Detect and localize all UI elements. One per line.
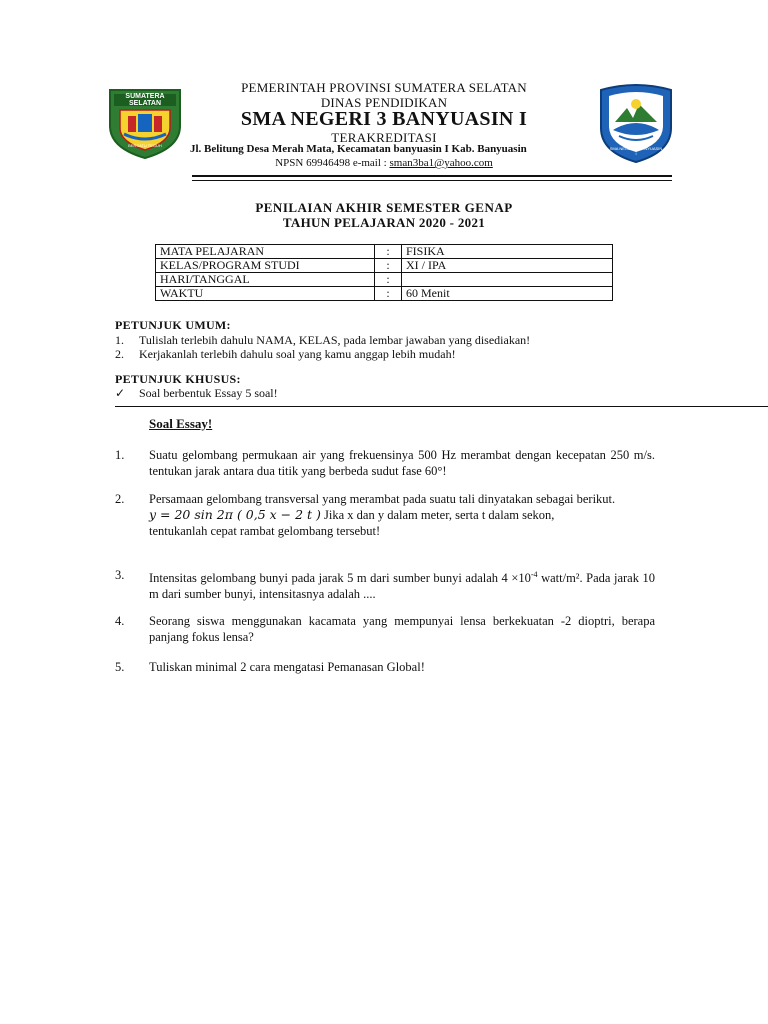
list-text: Tulislah terlebih dahulu NAMA, KELAS, pada lembar jawaban yang disediakan! xyxy=(139,333,531,347)
email-link[interactable]: sman3ba1@yahoo.com xyxy=(389,157,493,169)
question-3 xyxy=(115,567,655,602)
question-4 xyxy=(115,613,655,645)
info-separator: : xyxy=(375,245,402,259)
question-text: tentukanlah cepat rambat gelombang tersebut! xyxy=(149,524,381,538)
question-text: watt/m². Pada jarak 10 m dari sumber bunyi, intensitasnya adalah .... xyxy=(149,571,656,602)
question-text: Seorang siswa menggunakan kacamata yang mempunyai lensa berkekuatan -2 dioptri, berapa panjang fokus lensa? xyxy=(149,614,655,644)
info-value: XI / IPA xyxy=(402,259,613,273)
letterhead-divider-thin xyxy=(192,180,672,181)
department-name: DINAS PENDIDIKAN xyxy=(320,95,448,110)
question-text: Intensitas gelombang bunyi pada jarak 5 m dari sumber bunyi adalah 4 ×10 xyxy=(149,571,531,586)
school-logo-text: SMA NEGERI 3 BANYUASIN I xyxy=(609,146,663,156)
question-2 xyxy=(115,491,655,539)
accreditation: TERAKREDITASI xyxy=(331,130,437,145)
npsn: NPSN 69946498 xyxy=(275,157,351,169)
table-row xyxy=(156,245,613,259)
info-separator: : xyxy=(375,259,402,273)
check-icon: ✓ xyxy=(115,386,126,400)
info-value: FISIKA xyxy=(402,245,613,259)
list-item xyxy=(115,347,456,362)
info-value: 60 Menit xyxy=(402,287,613,301)
sumsel-logo-top-text: SUMATERA SELATAN xyxy=(125,93,165,107)
list-item xyxy=(115,386,278,401)
question-text: Jika x dan y dalam meter, serta t dalam sekon, xyxy=(324,508,555,522)
general-instructions-title: PETUNJUK UMUM: xyxy=(115,318,231,332)
school-name: SMA NEGERI 3 BANYUASIN I xyxy=(240,108,528,130)
info-separator: : xyxy=(375,273,402,287)
exam-title: PENILAIAN AKHIR SEMESTER GENAP xyxy=(255,200,513,215)
question-number: 4. xyxy=(115,614,125,628)
email-label: e-mail : xyxy=(352,157,387,169)
npsn-email-line xyxy=(0,157,768,169)
list-text: Soal berbentuk Essay 5 soal! xyxy=(139,386,278,400)
question-text: Persamaan gelombang transversal yang merambat pada suatu tali dinyatakan sebagai berikut. xyxy=(149,492,616,506)
letterhead-divider xyxy=(192,175,672,177)
specific-instructions-title: PETUNJUK KHUSUS: xyxy=(115,372,241,386)
table-row xyxy=(156,287,613,301)
wave-formula: y = 20 sin 2π ( 0,5 x − 2 t ) xyxy=(149,507,321,522)
info-label: WAKTU xyxy=(156,287,375,301)
info-value xyxy=(402,273,613,287)
question-number: 2. xyxy=(115,492,125,506)
list-item xyxy=(115,333,530,348)
question-formula-line xyxy=(149,507,655,523)
list-number: 1. xyxy=(115,333,124,347)
info-label: MATA PELAJARAN xyxy=(156,245,375,259)
question-1 xyxy=(115,447,655,479)
table-row xyxy=(156,259,613,273)
exponent: -4 xyxy=(530,570,538,579)
info-label: KELAS/PROGRAM STUDI xyxy=(156,259,375,273)
sumsel-logo-bottom-text: BERSATU TEGUH xyxy=(128,143,162,148)
question-5 xyxy=(115,659,655,675)
list-number: 2. xyxy=(115,347,124,361)
question-text: Suatu gelombang permukaan air yang frekuensinya 500 Hz merambat dengan kecepatan 250 m/s. tentukan jarak antara dua titik yang berbeda sudut fase 60°! xyxy=(149,448,655,478)
question-number: 3. xyxy=(115,568,125,582)
question-number: 5. xyxy=(115,660,125,674)
school-address: Jl. Belitung Desa Merah Mata, Kecamatan banyuasin I Kab. Banyuasin xyxy=(190,143,527,155)
exam-info-table xyxy=(155,244,613,301)
info-label: HARI/TANGGAL xyxy=(156,273,375,287)
info-separator: : xyxy=(375,287,402,301)
question-number: 1. xyxy=(115,448,125,462)
exam-year: TAHUN PELAJARAN 2020 - 2021 xyxy=(282,215,486,230)
section-divider xyxy=(115,406,768,407)
table-row xyxy=(156,273,613,287)
government-name: PEMERINTAH PROVINSI SUMATERA SELATAN xyxy=(241,80,527,95)
list-text: Kerjakanlah terlebih dahulu soal yang kamu anggap lebih mudah! xyxy=(139,347,456,361)
question-text: Tuliskan minimal 2 cara mengatasi Pemanasan Global! xyxy=(149,660,425,674)
essay-title: Soal Essay! xyxy=(149,416,213,431)
